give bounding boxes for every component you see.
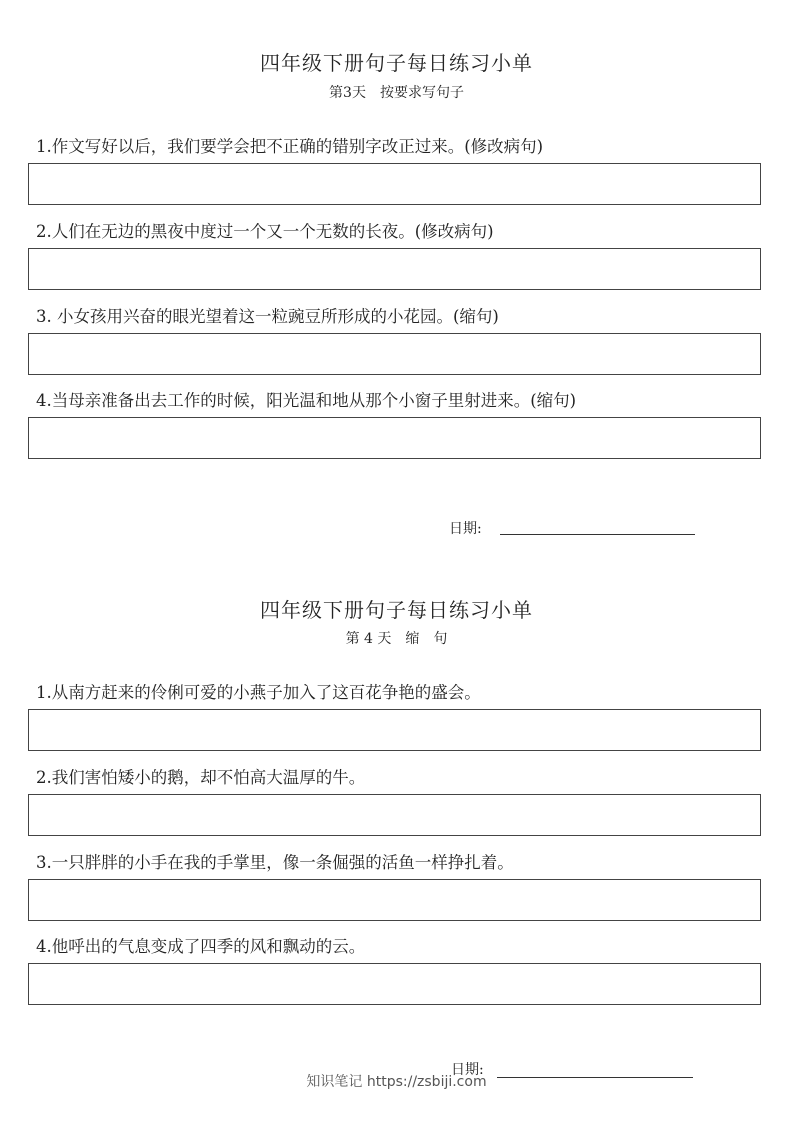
question-3: 3. 小女孩用兴奋的眼光望着这一粒豌豆所形成的小花园。(缩句): [36, 307, 499, 326]
date-label: 日期:: [449, 521, 482, 537]
date-line[interactable]: [500, 534, 695, 535]
answer-box-4[interactable]: [28, 417, 761, 459]
date-label: 日期:: [451, 1062, 484, 1078]
question-3: 3.一只胖胖的小手在我的手掌里，像一条倔强的活鱼一样挣扎着。: [36, 853, 514, 872]
worksheet-title: 四年级下册句子每日练习小单: [260, 51, 533, 75]
question-1: 1.从南方赶来的伶俐可爱的小燕子加入了这百花争艳的盛会。: [36, 683, 481, 702]
question-2: 2.人们在无边的黑夜中度过一个又一个无数的长夜。(修改病句): [36, 222, 494, 241]
worksheet-subtitle: 第 4 天 缩 句: [345, 631, 448, 647]
answer-box-1[interactable]: [28, 163, 761, 205]
answer-box-3[interactable]: [28, 333, 761, 375]
worksheet-subtitle: 第3天 按要求写句子: [329, 85, 464, 101]
question-4: 4.当母亲准备出去工作的时候，阳光温和地从那个小窗子里射进来。(缩句): [36, 391, 577, 410]
answer-box-4[interactable]: [28, 963, 761, 1005]
question-1: 1.作文写好以后，我们要学会把不正确的错别字改正过来。(修改病句): [36, 137, 544, 156]
answer-box-1[interactable]: [28, 709, 761, 751]
question-4: 4.他呼出的气息变成了四季的风和飘动的云。: [36, 937, 366, 956]
answer-box-3[interactable]: [28, 879, 761, 921]
answer-box-2[interactable]: [28, 248, 761, 290]
site-watermark: 知识笔记 https://zsbiji.com: [306, 1074, 487, 1090]
question-2: 2.我们害怕矮小的鹅，却不怕高大温厚的牛。: [36, 768, 366, 787]
worksheet-title: 四年级下册句子每日练习小单: [260, 598, 533, 622]
answer-box-2[interactable]: [28, 794, 761, 836]
